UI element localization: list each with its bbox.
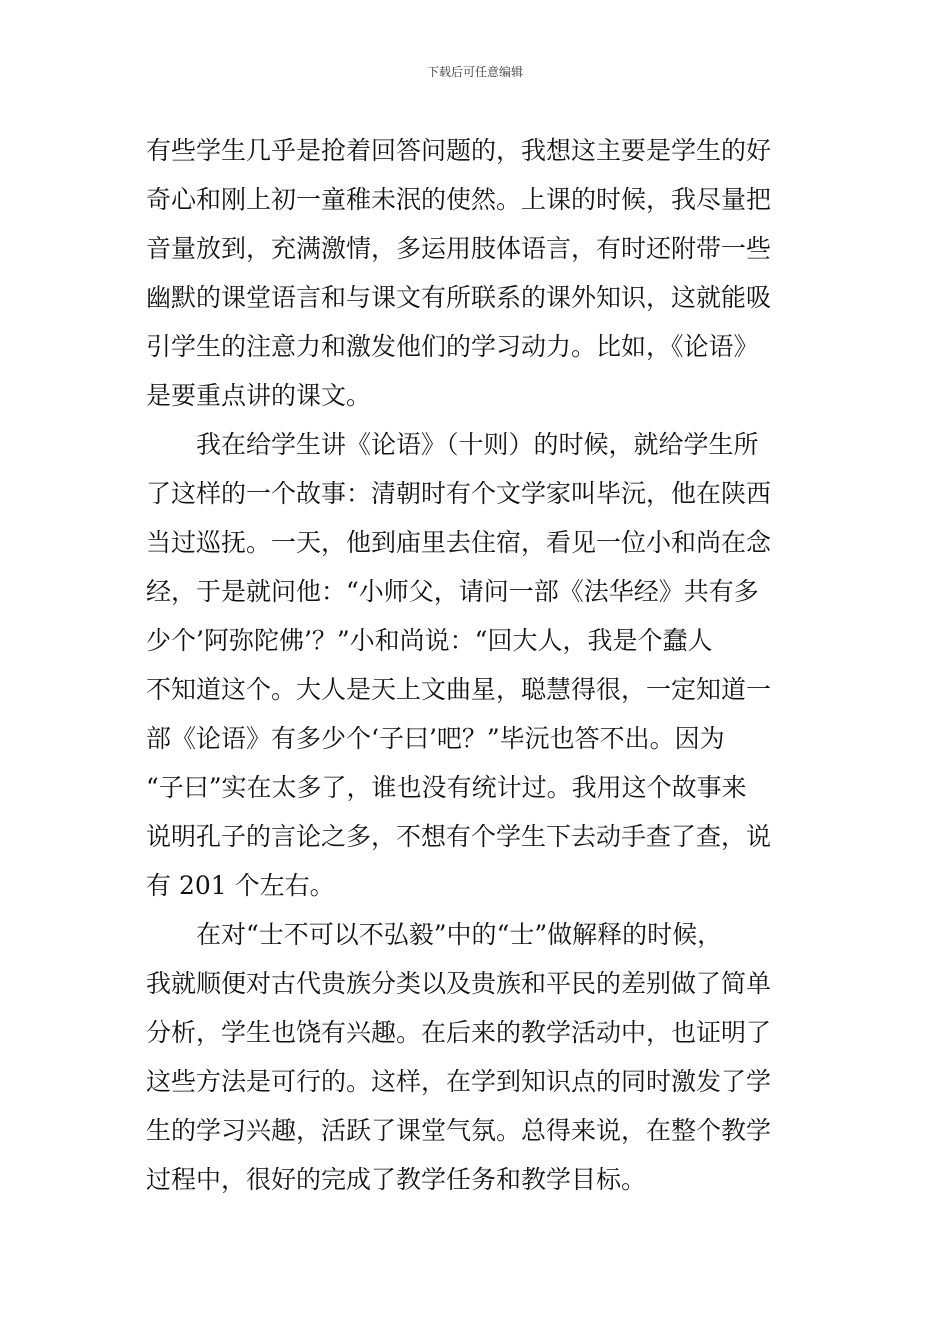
text-line: 幽默的课堂语言和与课文有所联系的课外知识，这就能吸: [146, 283, 772, 312]
text-line: 了这样的一个故事：清朝时有个文学家叫毕沅，他在陕西: [146, 479, 772, 508]
text-line: 过程中，很好的完成了教学任务和教学目标。: [146, 1165, 647, 1194]
text-line: 分析，学生也饶有兴趣。在后来的教学活动中，也证明了: [146, 1018, 772, 1047]
paragraph-3: [146, 910, 806, 1204]
text-line: 少个’阿弥陀佛’？”小和尚说：“回大人，我是个蠢人: [146, 626, 713, 655]
text-line: 当过巡抚。一天，他到庙里去住宿，看见一位小和尚在念: [146, 528, 772, 557]
text-line: 生的学习兴趣，活跃了课堂气氛。总得来说，在整个教学: [146, 1116, 772, 1145]
text-line: 不知道这个。大人是天上文曲星，聪慧得很，一定知道一: [146, 675, 772, 704]
document-body: [146, 126, 806, 1204]
text-line: 有些学生几乎是抢着回答问题的，我想这主要是学生的好: [146, 136, 772, 165]
text-line: 音量放到，充满激情，多运用肢体语言，有时还附带一些: [146, 234, 772, 263]
text-line: 奇心和刚上初一童稚未泯的使然。上课的时候，我尽量把: [146, 185, 772, 214]
paragraph-2: [146, 420, 806, 910]
text-line: 说明孔子的言论之多，不想有个学生下去动手查了查，说: [146, 822, 772, 851]
page-header: 下载后可任意编辑: [426, 65, 523, 79]
text-line: 引学生的注意力和激发他们的学习动力。比如，《论语》: [146, 332, 759, 361]
text-line: 有 201 个左右。: [146, 871, 335, 900]
text-line: 这些方法是可行的。这样，在学到知识点的同时激发了学: [146, 1067, 772, 1096]
text-line: 我在给学生讲《论语》（十则）的时候，就给学生所: [196, 430, 759, 459]
text-line: “子曰”实在太多了，谁也没有统计过。我用这个故事来: [146, 773, 747, 802]
text-line: 在对“士不可以不弘毅”中的“士”做解释的时候，: [196, 920, 723, 949]
text-line: 部《论语》有多少个‘子曰’吧？”毕沅也答不出。因为: [146, 724, 725, 753]
paragraph-1: [146, 126, 806, 420]
text-line: 经，于是就问他：“小师父，请问一部《法华经》共有多: [146, 577, 759, 606]
text-line: 我就顺便对古代贵族分类以及贵族和平民的差别做了简单: [146, 969, 772, 998]
text-line: 是要重点讲的课文。: [146, 381, 372, 410]
